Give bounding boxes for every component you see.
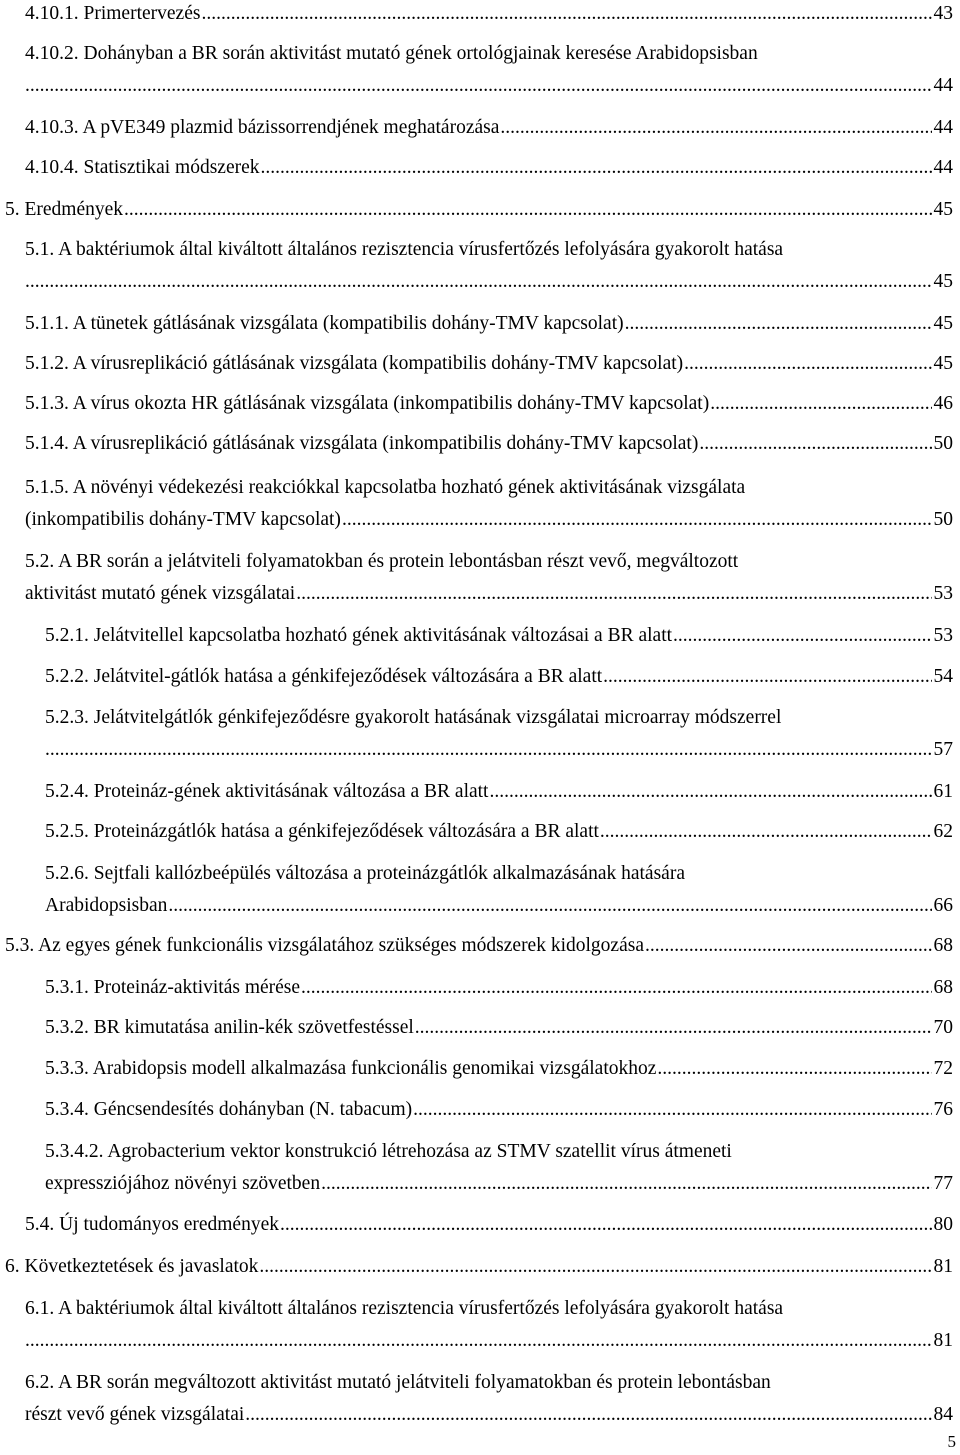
toc-entry-page: 45 [933,271,953,292]
toc-entry[interactable] [25,0,953,28]
dot-leader [489,778,931,806]
toc-entry-title: A BR során megváltozott aktivitást mutató jelátviteli folyamatokban és protein lebontásban [58,1372,771,1393]
toc-entry-page: 46 [933,393,953,414]
toc-entry-page: 84 [933,1404,953,1425]
toc-entry-number: 5.1.5. [25,477,69,498]
toc-entry-page: 62 [933,821,953,842]
toc-entry[interactable] [45,1055,953,1083]
toc-entry-page: 72 [933,1058,953,1079]
toc-entry-title: Jelátvitellel kapcsolatba hozható gének aktivitásának változásai a BR alatt [93,625,673,646]
toc-entry-page: 77 [933,1173,953,1194]
toc-entry[interactable] [5,932,953,960]
toc-entry-number: 5.2.5. [45,821,89,842]
toc-entry[interactable] [45,663,953,691]
toc-entry-page: 53 [933,625,953,646]
toc-entry-number: 5.2.3. [45,707,89,728]
toc-entry-page: 44 [933,157,953,178]
toc-entry-number: 5.2. [25,551,55,572]
dot-leader [25,72,932,100]
dot-leader [321,1170,931,1198]
toc-entry-title-line[interactable] [45,1138,953,1166]
toc-entry-title: Új tudományos eredmények [59,1214,279,1235]
toc-entry-title: Géncsendesítés dohányban (N. tabacum) [93,1099,413,1120]
toc-entry-page: 45 [933,199,953,220]
toc-entry[interactable] [45,778,953,806]
dot-leader [413,1096,931,1124]
dot-leader [25,1327,932,1355]
toc-entry-number: 6.1. [25,1298,55,1319]
dot-leader [25,268,932,296]
toc-entry-number: 5.1.2. [25,353,69,374]
toc-entry-page: 50 [933,509,953,530]
toc-entry[interactable] [25,506,953,534]
toc-entry-number: 4.10.4. [25,157,79,178]
toc-entry[interactable] [45,622,953,650]
toc-entry-number: 4.10.3. [25,117,79,138]
toc-entry[interactable] [25,390,953,418]
dot-leader [301,974,931,1002]
dot-leader [684,350,931,378]
toc-entry-title: A tünetek gátlásának vizsgálata (kompatibilis dohány-TMV kapcsolat) [72,313,624,334]
toc-entry-number: 5.1.1. [25,313,69,334]
toc-entry-title: Az egyes gének funkcionális vizsgálatához szükséges módszerek kidolgozása [38,935,644,956]
dot-leader [259,1253,931,1281]
toc-entry-page: 43 [933,3,953,24]
toc-entry-title: A vírusreplikáció gátlásának vizsgálata (kompatibilis dohány-TMV kapcsolat) [72,353,684,374]
toc-entry-title-line[interactable] [25,548,953,576]
toc-entry[interactable] [25,350,953,378]
toc-entry-page: 76 [933,1099,953,1120]
toc-entry-title: A vírusreplikáció gátlásának vizsgálata (inkompatibilis dohány-TMV kapcsolat) [72,433,699,454]
toc-entry[interactable] [45,736,953,764]
toc-entry-title: A BR során a jelátviteli folyamatokban és protein lebontásban részt vevő, megváltozott [58,551,739,572]
toc-entry[interactable] [25,430,953,458]
toc-entry-page: 68 [933,977,953,998]
toc-entry-number: 4.10.1. [25,3,79,24]
toc-entry[interactable] [5,1253,953,1281]
dot-leader [342,506,932,534]
toc-entry-title: Arabidopsis modell alkalmazása funkcionális genomikai vizsgálatokhoz [92,1058,657,1079]
toc-entry-title: A baktériumok által kiváltott általános rezisztencia vírusfertőzés lefolyására gyakorolt hatása [58,239,784,260]
toc-entry[interactable] [25,580,953,608]
toc-entry-title-continued: (inkompatibilis dohány-TMV kapcsolat) [25,509,341,530]
dot-leader [710,390,931,418]
toc-entry-title-line[interactable] [25,474,953,502]
toc-entry[interactable] [25,154,953,182]
toc-entry-title-continued: expressziójához növényi szövetben [45,1173,321,1194]
toc-entry-title: Proteináz-aktivitás mérése [93,977,301,998]
toc-entry-page: 80 [933,1214,953,1235]
toc-entry[interactable] [25,1211,953,1239]
toc-entry-page: 57 [933,739,953,760]
toc-entry-title: Dohányban a BR során aktivitást mutató gének ortológjainak keresése Arabidopsisban [83,43,758,64]
toc-entry-title: Eredmények [24,199,124,220]
toc-entry[interactable] [45,1170,953,1198]
toc-entry-page: 50 [933,433,953,454]
dot-leader [645,932,932,960]
toc-entry-title: Jelátvitel-gátlók hatása a génkifejeződések változására a BR alatt [93,666,603,687]
toc-entry-number: 5.3.3. [45,1058,89,1079]
dot-leader [673,622,931,650]
toc-entry-number: 5.1.3. [25,393,69,414]
toc-entry[interactable] [25,114,953,142]
toc-entry-title: Proteináz-gének aktivitásának változása a BR alatt [93,781,489,802]
toc-entry-number: 5.1.4. [25,433,69,454]
dot-leader [168,892,931,920]
toc-entry-number: 5.3.2. [45,1017,89,1038]
toc-entry-title: Statisztikai módszerek [83,157,260,178]
toc-entry-number: 5.2.6. [45,863,89,884]
toc-entry-number: 5.3.1. [45,977,89,998]
toc-entry-page: 61 [933,781,953,802]
dot-leader [415,1014,932,1042]
toc-entry-number: 5.2.2. [45,666,89,687]
toc-entry-page: 45 [933,353,953,374]
toc-entry-page: 70 [933,1017,953,1038]
toc-entry-page: 81 [933,1330,953,1351]
toc-entry-title-line[interactable] [25,236,953,264]
dot-leader [625,310,932,338]
toc-entry-number: 5.2.4. [45,781,89,802]
toc-entry-page: 53 [933,583,953,604]
dot-leader [699,430,931,458]
toc-entry-number: 6.2. [25,1372,55,1393]
toc-entry[interactable] [45,892,953,920]
toc-entry[interactable] [25,1327,953,1355]
toc-entry-title-continued: részt vevő gének vizsgálatai [25,1404,245,1425]
toc-entry-title: A baktériumok által kiváltott általános rezisztencia vírusfertőzés lefolyására gyakorolt hatása [58,1298,784,1319]
dot-leader [600,818,932,846]
dot-leader [124,196,931,224]
toc-entry-number: 5.4. [25,1214,55,1235]
toc-entry-title: Primertervezés [83,3,201,24]
toc-entry-page: 68 [933,935,953,956]
toc-entry-title: Proteinázgátlók hatása a génkifejeződések változására a BR alatt [93,821,599,842]
toc-entry-title-line[interactable] [45,704,953,732]
toc-entry-number: 5.1. [25,239,55,260]
dot-leader [261,154,932,182]
toc-entry-title-line[interactable] [25,1295,953,1323]
dot-leader [296,580,931,608]
dot-leader [280,1211,932,1239]
toc-entry[interactable] [25,72,953,100]
toc-entry-number: 4.10.2. [25,43,79,64]
dot-leader [500,114,931,142]
toc-entry[interactable] [45,818,953,846]
toc-entry-title: A pVE349 plazmid bázissorrendjének meghatározása [82,117,500,138]
toc-entry[interactable] [25,268,953,296]
toc-entry[interactable] [25,1401,953,1429]
toc-entry-title: Agrobacterium vektor konstrukció létrehozása az STMV szatellit vírus átmeneti [107,1141,732,1162]
toc-entry-number: 5.2.1. [45,625,89,646]
toc-entry-page: 66 [933,895,953,916]
toc-entry-title-line[interactable] [45,860,953,888]
toc-entry[interactable] [45,974,953,1002]
toc-entry-title: Jelátvitelgátlók génkifejeződésre gyakorolt hatásának vizsgálatai microarray módszerrel [93,707,782,728]
toc-entry-title: Következtetések és javaslatok [24,1256,259,1277]
toc-entry[interactable] [5,196,953,224]
toc-entry-page: 44 [933,75,953,96]
toc-entry-page: 54 [933,666,953,687]
toc-entry-title-line[interactable] [25,40,953,68]
toc-entry-title: Sejtfali kallózbeépülés változása a proteinázgátlók alkalmazásának hatására [93,863,685,884]
toc-entry-number: 5.3.4.2. [45,1141,104,1162]
toc-entry-page: 81 [933,1256,953,1277]
toc-entry-number: 5.3. [5,935,35,956]
dot-leader [657,1055,931,1083]
toc-entry[interactable] [45,1096,953,1124]
toc-entry-number: 5.3.4. [45,1099,89,1120]
toc-entry-title-continued: aktivitást mutató gének vizsgálatai [25,583,296,604]
page-number: 5 [947,1432,956,1451]
toc-entry-title-line[interactable] [25,1369,953,1397]
dot-leader [201,0,931,28]
toc-entry-title: BR kimutatása anilin-kék szövetfestéssel [93,1017,414,1038]
toc-entry-title: A vírus okozta HR gátlásának vizsgálata (inkompatibilis dohány-TMV kapcsolat) [72,393,710,414]
toc-entry[interactable] [25,310,953,338]
dot-leader [45,736,932,764]
toc-entry-title: A növényi védekezési reakciókkal kapcsolatba hozható gének aktivitásának vizsgálata [72,477,746,498]
toc-entry-number: 5. [5,199,20,220]
dot-leader [603,663,931,691]
toc-entry[interactable] [45,1014,953,1042]
dot-leader [245,1401,931,1429]
toc-entry-page: 44 [933,117,953,138]
toc-entry-number: 6. [5,1256,20,1277]
toc-entry-title-continued: Arabidopsisban [45,895,168,916]
toc-entry-page: 45 [933,313,953,334]
